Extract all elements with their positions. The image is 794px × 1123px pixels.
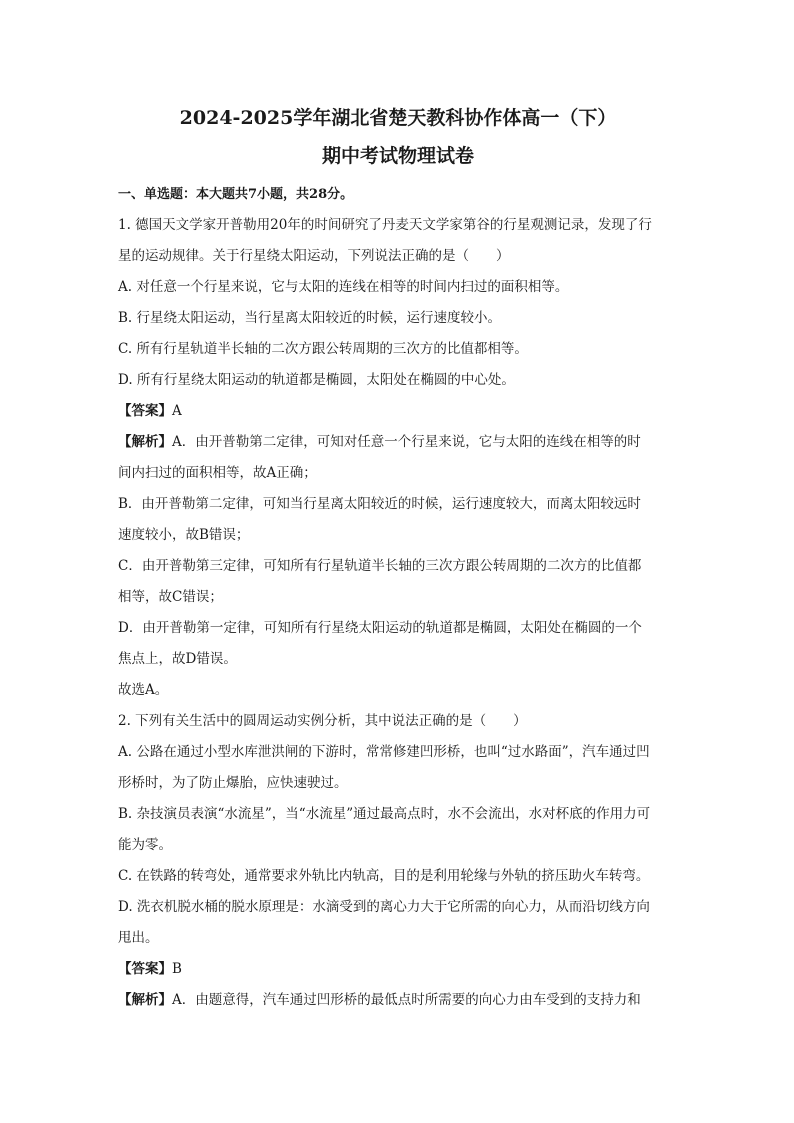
analysis-line: 间内扫过的面积相等，故A正确； [118,465,317,481]
question-stem-line: 星的运动规律。关于行星绕太阳运动，下列说法正确的是（ ） [118,248,510,264]
option-d: D. 洗衣机脱水桶的脱水原理是：水滴受到的离心力大于它所需的向心力，从而沿切线方向 [118,899,650,915]
analysis-text: A．由题意得，汽车通过凹形桥的最低点时所需要的向心力由车受到的支持力和 [172,992,641,1008]
option-c: C. 所有行星轨道半长轴的二次方跟公转周期的三次方的比值都相等。 [118,341,528,357]
option-d: D. 所有行星绕太阳运动的轨道都是椭圆，太阳处在椭圆的中心处。 [118,372,515,388]
option-a: A. 公路在通过小型水库泄洪闸的下游时，常常修建凹形桥，也叫“过水路面”，汽车通过凹 [118,744,650,760]
analysis-text: A．由开普勒第二定律，可知对任意一个行星来说，它与太阳的连线在相等的时 [172,434,641,450]
analysis-line: 相等，故C错误； [118,589,223,605]
answer-line [118,396,678,427]
analysis-label: 【解析】 [118,992,172,1008]
analysis-line: C．由开普勒第三定律，可知所有行星轨道半长轴的三次方跟公转周期的二次方的比值都 [118,558,642,574]
analysis-line: 焦点上，故D错误。 [118,651,237,667]
analysis-line: B．由开普勒第二定律，可知当行星离太阳较近的时候，运行速度较大，而离太阳较远时 [118,496,641,512]
exam-page [118,100,678,1016]
question-1 [118,210,678,706]
answer-value: A [172,403,182,419]
analysis-line [118,985,678,1016]
question-stem-line: 2. 下列有关生活中的圆周运动实例分析，其中说法正确的是（ ） [118,713,527,729]
option-b: B. 杂技演员表演“水流星”，当“水流星”通过最高点时，水不会流出，水对杯底的作用力可 [118,806,651,822]
option-b: B. 行星绕太阳运动，当行星离太阳较近的时候，运行速度较小。 [118,310,502,326]
analysis-line: 故选A。 [118,682,169,698]
answer-label: 【答案】 [118,961,172,977]
question-2 [118,706,678,1016]
answer-line [118,954,678,985]
analysis-line: D．由开普勒第一定律，可知所有行星绕太阳运动的轨道都是椭圆，太阳处在椭圆的一个 [118,620,642,636]
exam-title-line2: 期中考试物理试卷 [321,145,474,167]
option-c: C. 在铁路的转弯处，通常要求外轨比内轨高，目的是利用轮缘与外轨的挤压助火车转弯。 [118,868,650,884]
section-heading: 一、单选题：本大题共7小题，共28分。 [118,187,354,202]
option-a-continued: 形桥时，为了防止爆胎，应快速驶过。 [118,775,348,791]
exam-title-line1: 2024-2025学年湖北省楚天教科协作体高一（下） [179,107,617,129]
analysis-line [118,427,678,458]
question-stem-line: 1. 德国天文学家开普勒用20年的时间研究了丹麦天文学家第谷的行星观测记录，发现了行 [118,217,652,233]
analysis-label: 【解析】 [118,434,172,450]
answer-value: B [172,961,182,977]
analysis-line: 速度较小，故B错误； [118,527,250,543]
option-a: A. 对任意一个行星来说，它与太阳的连线在相等的时间内扫过的面积相等。 [118,279,569,295]
option-d-continued: 甩出。 [118,930,159,946]
answer-label: 【答案】 [118,403,172,419]
option-b-continued: 能为零。 [118,837,172,853]
